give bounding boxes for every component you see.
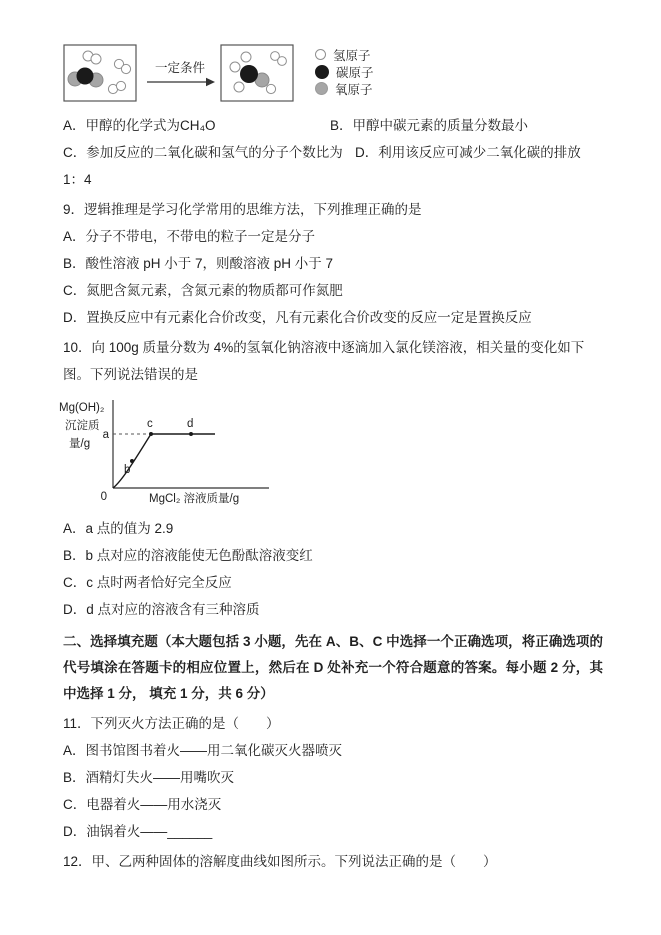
chart-origin-label: 0 [100,491,107,503]
question-9-option-d: D．置换反应中有元素化合价改变，凡有元素化合价改变的反应一定是置换反应 [63,310,532,325]
question-11-option-a: A．图书馆图书着火——用二氧化碳灭火器喷灭 [63,743,343,758]
reaction-arrow [147,78,215,86]
question-11-option-c: C．电器着火——用水浇灭 [63,797,222,812]
chart-label-d: d [187,418,194,430]
atom-legend [315,42,374,97]
legend-row-hydrogen [315,46,374,63]
legend-row-carbon [315,63,374,80]
chart-curve [113,434,215,488]
q8-option-d: D．利用该反应可减少二氧化碳的排放 [355,145,581,160]
question-9-option-c: C．氮肥含氮元素，含氮元素的物质都可作氮肥 [63,283,343,298]
reaction-diagram [63,42,603,106]
question-11-option-b: B．酒精灯失火——用嘴吹灭 [63,770,235,785]
hydrogen-atom-icon [315,49,326,60]
q8-options-ab [63,112,603,139]
question-11-stem: 11．下列灭火方法正确的是（ ） [63,716,280,731]
condition-label: 一定条件 [154,61,206,75]
legend-label-hydrogen: 氢原子 [333,48,371,63]
chart-label-b: b [124,464,131,476]
question-9-stem: 9．逻辑推理是学习化学常用的思维方法，下列推理正确的是 [63,202,422,217]
q8-options-cd [63,139,603,193]
oxygen-atom-icon [315,82,328,95]
question-10-option-a: A．a 点的值为 2.9 [63,521,174,536]
question-9-option-b: B．酸性溶液 pH 小于 7，则酸溶液 pH 小于 7 [63,256,334,271]
precipitate-chart [57,394,603,511]
chart-ylabel-line2: 沉淀质 [65,420,100,432]
q8-option-c: C．参加反应的二氧化碳和氢气的分子个数比为1：4 [63,145,343,187]
reaction-diagram-svg [63,42,301,106]
section-2-header: 二、选择填充题（本大题包括 3 小题，先在 A、B、C 中选择一个正确选项，将正确选项的代号填涂在答题卡的相应位置上，然后在 D 处补充一个符合题意的答案。每小题 2 分，其中选择 1 分， 填充 1 分，共 6 分） [63,634,603,701]
chart-point-d [189,432,193,436]
q8-option-b: B．甲醇中碳元素的质量分数最小 [330,118,529,133]
question-9-option-a: A．分子不带电，不带电的粒子一定是分子 [63,229,316,244]
chart-label-a: a [102,429,109,441]
chart-ylabel-line1: Mg(OH)₂ [59,402,105,414]
chart-label-c: c [147,418,153,430]
precipitate-chart-svg [57,394,307,508]
legend-label-carbon: 碳原子 [336,65,374,80]
carbon-atom-icon [315,65,329,79]
question-10-stem: 10．向 100g 质量分数为 4%的氢氧化钠溶液中逐滴加入氯化镁溶液，相关量的变化如下图。下列说法错误的是 [63,340,585,382]
question-10-option-d: D．d 点对应的溶液含有三种溶质 [63,602,260,617]
question-10-option-c: C．c 点时两者恰好完全反应 [63,575,232,590]
chart-point-c [149,432,153,436]
legend-row-oxygen [315,80,374,97]
question-11-option-d: D．油锅着火——______ [63,824,213,839]
legend-label-oxygen: 氧原子 [335,82,373,97]
q8-option-a: A．甲醇的化学式为CH₄O [63,118,216,133]
chart-xlabel: MgCl₂ 溶液质量/g [149,493,240,505]
question-10-option-b: B．b 点对应的溶液能使无色酚酞溶液变红 [63,548,313,563]
chart-point-b [130,459,134,463]
question-12-stem: 12．甲、乙两种固体的溶解度曲线如图所示。下列说法正确的是（ ） [63,854,497,869]
chart-ylabel-line3: 量/g [69,438,91,450]
